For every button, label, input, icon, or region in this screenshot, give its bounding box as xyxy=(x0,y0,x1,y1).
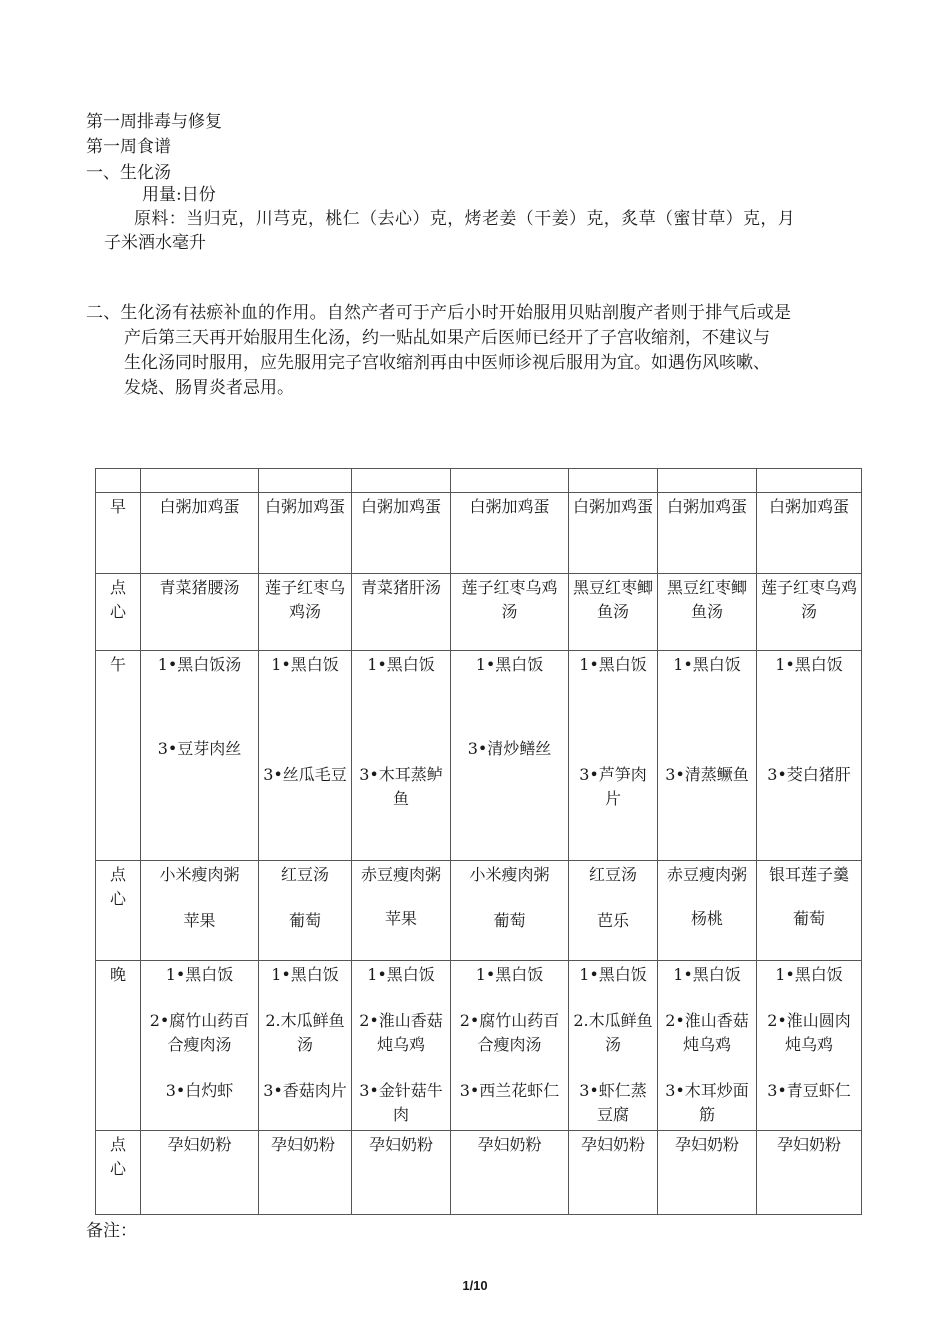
breakfast-cell: 白粥加鸡蛋 xyxy=(569,493,658,574)
dinner-item-1: 1•黑白饭 xyxy=(673,965,741,984)
lunch-item-3: 3•清炒鳝丝 xyxy=(467,739,552,758)
snack-cell: 莲子红枣乌鸡汤 xyxy=(259,574,352,651)
lunch-item-1: 1•黑白饭 xyxy=(673,655,741,674)
fruit-item: 葡萄 xyxy=(792,909,825,928)
snack-cell: 孕妇奶粉 xyxy=(352,1131,451,1215)
snack-cell: 孕妇奶粉 xyxy=(259,1131,352,1215)
dinner-cell xyxy=(569,961,658,1131)
dinner-item-2: 2•淮山香菇炖乌鸡 xyxy=(665,1011,749,1054)
dinner-item-3: 3•青豆虾仁 xyxy=(767,1081,851,1100)
heading-week-detox: 第一周排毒与修复 xyxy=(86,112,222,132)
dinner-cell xyxy=(352,961,451,1131)
lunch-cell xyxy=(141,651,259,861)
lunch-item-3: 3•木耳蒸鲈鱼 xyxy=(359,765,443,808)
empty-header-cell xyxy=(451,469,569,493)
dinner-cell xyxy=(658,961,757,1131)
remark-label: 备注： xyxy=(86,1221,137,1241)
snack-cell: 孕妇奶粉 xyxy=(569,1131,658,1215)
snack-cell xyxy=(569,861,658,961)
snack-item: 小米瘦肉粥 xyxy=(469,865,550,884)
empty-header-cell xyxy=(757,469,862,493)
breakfast-cell: 白粥加鸡蛋 xyxy=(658,493,757,574)
dinner-item-2: 2.木瓜鲜鱼汤 xyxy=(265,1011,345,1054)
snack-cell: 黑豆红枣鲫鱼汤 xyxy=(658,574,757,651)
section1-title: 一、生化汤 xyxy=(86,163,171,183)
row-label-snack: 点心 xyxy=(96,1131,141,1215)
snack-cell: 孕妇奶粉 xyxy=(451,1131,569,1215)
lunch-cell xyxy=(259,651,352,861)
snack-cell: 青菜猪肝汤 xyxy=(352,574,451,651)
snack-item: 红豆汤 xyxy=(280,865,329,884)
lunch-item-1: 1•黑白饭 xyxy=(367,655,435,674)
heading-week-recipe: 第一周食谱 xyxy=(86,137,171,157)
snack-cell: 青菜猪腰汤 xyxy=(141,574,259,651)
table-row-dinner xyxy=(96,961,862,1131)
row-label-dinner: 晚 xyxy=(96,961,141,1131)
dinner-item-1: 1•黑白饭 xyxy=(165,965,234,984)
dinner-item-1: 1•黑白饭 xyxy=(271,965,339,984)
fruit-item: 葡萄 xyxy=(288,911,321,930)
lunch-item-3: 3•芦笋肉片 xyxy=(579,765,647,808)
fruit-item: 杨桃 xyxy=(690,909,723,928)
fruit-item: 苹果 xyxy=(384,909,417,928)
table-header-row xyxy=(96,469,862,493)
lunch-item-1: 1•黑白饭 xyxy=(475,655,544,674)
weekly-meal-table xyxy=(95,468,862,1215)
breakfast-cell: 白粥加鸡蛋 xyxy=(352,493,451,574)
breakfast-cell: 白粥加鸡蛋 xyxy=(451,493,569,574)
fruit-item: 芭乐 xyxy=(596,911,629,930)
empty-header-cell xyxy=(259,469,352,493)
dinner-item-1: 1•黑白饭 xyxy=(475,965,544,984)
snack-item: 赤豆瘦肉粥 xyxy=(666,865,747,884)
page-number: 1/10 xyxy=(462,1278,488,1293)
dinner-item-3: 3•香菇肉片 xyxy=(263,1081,347,1100)
snack-cell xyxy=(658,861,757,961)
dinner-cell xyxy=(757,961,862,1131)
section1-ingredients-line1: 原料：当归克，川芎克，桃仁（去心）克，烤老姜（干姜）克，炙草（蜜甘草）克，月 xyxy=(134,209,796,229)
lunch-item-3: 3•清蒸鳜鱼 xyxy=(665,765,749,784)
empty-header-cell xyxy=(352,469,451,493)
dinner-item-3: 3•虾仁蒸豆腐 xyxy=(579,1081,647,1124)
dinner-item-1: 1•黑白饭 xyxy=(579,965,647,984)
empty-header-cell xyxy=(96,469,141,493)
empty-header-cell xyxy=(141,469,259,493)
row-label-snack: 点心 xyxy=(96,574,141,651)
section1-ingredients-line2: 子米酒水毫升 xyxy=(104,233,206,253)
dinner-item-2: 2•淮山香菇炖乌鸡 xyxy=(359,1011,443,1054)
dinner-item-2: 2•淮山圆肉炖乌鸡 xyxy=(767,1011,851,1054)
snack-cell: 孕妇奶粉 xyxy=(141,1131,259,1215)
lunch-cell xyxy=(757,651,862,861)
lunch-item-1: 1•黑白饭 xyxy=(579,655,647,674)
dinner-item-2: 2.木瓜鲜鱼汤 xyxy=(573,1011,653,1054)
section2-line4: 发烧、肠胃炎者忌用。 xyxy=(124,378,294,398)
empty-header-cell xyxy=(569,469,658,493)
dinner-item-2: 2•腐竹山药百合瘦肉汤 xyxy=(459,1011,560,1054)
row-label-snack: 点心 xyxy=(96,861,141,961)
lunch-item-3: 3•茭白猪肝 xyxy=(767,765,851,784)
snack-cell xyxy=(141,861,259,961)
snack-cell: 孕妇奶粉 xyxy=(658,1131,757,1215)
table-row-snack-morning xyxy=(96,574,862,651)
row-label-lunch: 午 xyxy=(96,651,141,861)
snack-cell: 孕妇奶粉 xyxy=(757,1131,862,1215)
lunch-cell xyxy=(658,651,757,861)
row-label-breakfast: 早 xyxy=(96,493,141,574)
dinner-cell xyxy=(451,961,569,1131)
dinner-cell xyxy=(259,961,352,1131)
fruit-item: 苹果 xyxy=(183,911,216,930)
breakfast-cell: 白粥加鸡蛋 xyxy=(757,493,862,574)
dinner-cell xyxy=(141,961,259,1131)
dinner-item-3: 3•西兰花虾仁 xyxy=(459,1081,560,1100)
lunch-item-1: 1•黑白饭 xyxy=(775,655,843,674)
breakfast-cell: 白粥加鸡蛋 xyxy=(259,493,352,574)
section2-line2: 产后第三天再开始服用生化汤，约一贴乩如果产后医师已经开了子宫收缩剂，不建议与 xyxy=(124,328,770,348)
section1-dosage: 用量:日份 xyxy=(142,185,216,205)
fruit-item: 葡萄 xyxy=(493,911,526,930)
snack-item: 银耳莲子羹 xyxy=(768,865,849,884)
dinner-item-3: 3•金针菇牛肉 xyxy=(359,1081,443,1124)
section2-line3: 生化汤同时服用，应先服用完子宫收缩剂再由中医师诊视后服用为宜。如遇伤风咳嗽、 xyxy=(124,353,770,373)
lunch-cell xyxy=(569,651,658,861)
lunch-item-3: 3•丝瓜毛豆 xyxy=(263,765,347,784)
snack-item: 赤豆瘦肉粥 xyxy=(360,865,441,884)
dinner-item-1: 1•黑白饭 xyxy=(775,965,843,984)
lunch-cell xyxy=(451,651,569,861)
snack-cell: 莲子红枣乌鸡汤 xyxy=(451,574,569,651)
snack-cell xyxy=(757,861,862,961)
breakfast-cell: 白粥加鸡蛋 xyxy=(141,493,259,574)
lunch-item-1: 1•黑白饭汤 xyxy=(157,655,242,674)
snack-cell xyxy=(259,861,352,961)
table-row-breakfast xyxy=(96,493,862,574)
lunch-item-1: 1•黑白饭 xyxy=(271,655,339,674)
table-row-snack-afternoon xyxy=(96,861,862,961)
snack-item: 小米瘦肉粥 xyxy=(159,865,240,884)
dinner-item-2: 2•腐竹山药百合瘦肉汤 xyxy=(149,1011,250,1054)
section2-line1: 二、生化汤有祛瘀补血的作用。自然产者可于产后小时开始服用贝贴剖腹产者则于排气后或是 xyxy=(86,303,792,323)
dinner-item-1: 1•黑白饭 xyxy=(367,965,435,984)
dinner-item-3: 3•白灼虾 xyxy=(165,1081,234,1100)
snack-cell xyxy=(352,861,451,961)
lunch-item-3: 3•豆芽肉丝 xyxy=(157,739,242,758)
snack-cell: 黑豆红枣鲫鱼汤 xyxy=(569,574,658,651)
table-row-snack-night xyxy=(96,1131,862,1215)
snack-cell: 莲子红枣乌鸡汤 xyxy=(757,574,862,651)
table-row-lunch xyxy=(96,651,862,861)
lunch-cell xyxy=(352,651,451,861)
snack-item: 红豆汤 xyxy=(588,865,637,884)
dinner-item-3: 3•木耳炒面筋 xyxy=(665,1081,749,1124)
snack-cell xyxy=(451,861,569,961)
empty-header-cell xyxy=(658,469,757,493)
